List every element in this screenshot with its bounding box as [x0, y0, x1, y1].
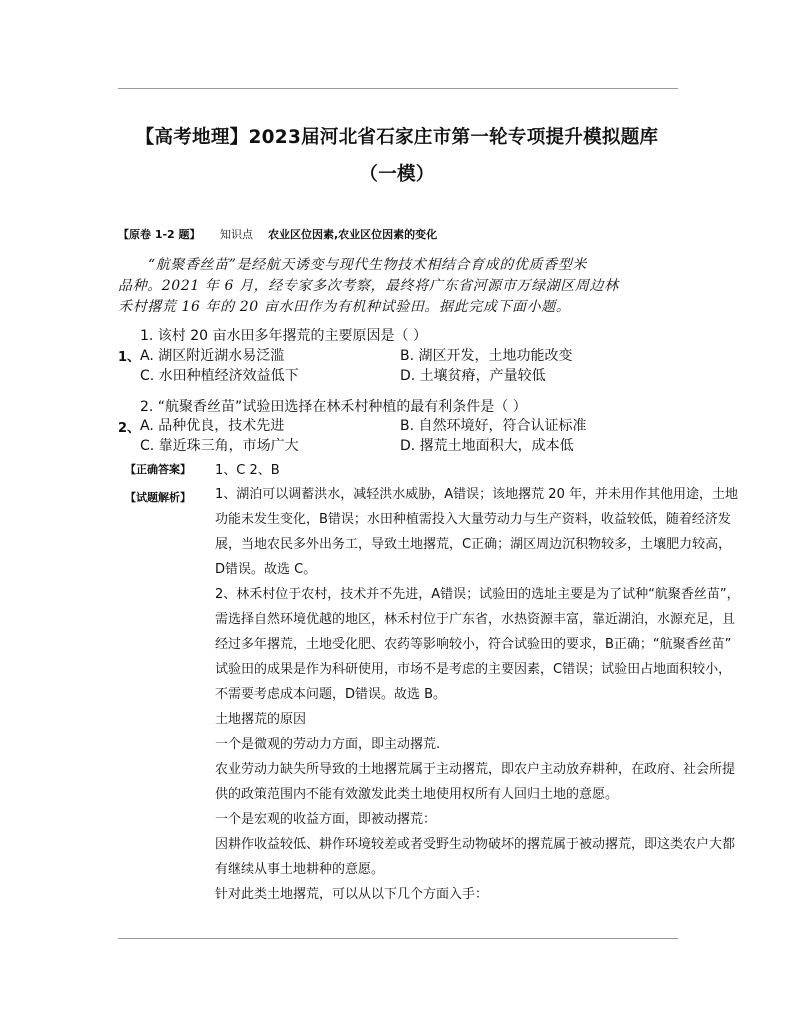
analysis-line: 一个是宏观的收益方面，即被动撂荒：: [215, 812, 437, 827]
question-2-option-d: D. 撂荒土地面积大，成本低: [400, 438, 574, 454]
knowledge-point-text: 农业区位因素,农业区位因素的变化: [268, 228, 438, 241]
answer-label: 【正确答案】: [125, 463, 191, 476]
analysis-label: 【试题解析】: [125, 491, 191, 504]
question-2-option-a: A. 品种优良，技术先进: [140, 418, 285, 434]
analysis-text: [215, 482, 765, 907]
question-1-option-c: C. 水田种植经济效益低下: [140, 368, 299, 384]
passage-line-1: “航聚香丝苗”是经航天诱变与现代生物技术相结合育成的优质香型米: [148, 257, 587, 273]
passage-line-2: 品种。2021 年 6 月，经专家多次考察，最终将广东省河源市万绿湖区周边林: [118, 278, 619, 294]
question-1-stem: 1. 该村 20 亩水田多年撂荒的主要原因是（ ）: [140, 328, 427, 344]
analysis-line: 一个是微观的劳动力方面，即主动撂荒.: [215, 737, 441, 752]
document-subtitle: （一模）: [359, 164, 435, 185]
document-title: 【高考地理】2023届河北省石家庄市第一轮专项提升模拟题库: [135, 127, 659, 148]
analysis-line: 需选择自然环境优越的地区，林禾村位于广东省，水热资源丰富，靠近湖泊，水源充足，且: [215, 612, 736, 627]
question-1-option-b: B. 湖区开发，土地功能改变: [400, 348, 573, 364]
question-1-option-a: A. 湖区附近湖水易泛滥: [140, 348, 285, 364]
question-1-option-d: D. 土壤贫瘠，产量较低: [400, 368, 546, 384]
question-source-tag: 【原卷 1-2 题】: [118, 228, 201, 241]
answer-value: 1、C 2、B: [215, 463, 280, 478]
analysis-line: 因耕作收益较低、耕作环境较差或者受野生动物破坏的撂荒属于被动撂荒，即这类农户大都: [215, 837, 736, 852]
analysis-line: 试验田的成果是作为科研使用，市场不是考虑的主要因素，C错误；试验田占地面积较小，: [215, 662, 732, 677]
analysis-line: 针对此类土地撂荒，可以从以下几个方面入手：: [215, 887, 489, 902]
analysis-line: 1、湖泊可以调蓄洪水，减轻洪水威胁，A错误；该地撂荒 20 年，并未用作其他用途，土地: [215, 487, 738, 502]
bottom-divider: [118, 938, 678, 939]
top-divider: [118, 88, 678, 89]
analysis-line: 经过多年撂荒，土地受化肥、农药等影响较小，符合试验田的要求，B正确；“航聚香丝苗”: [215, 637, 732, 652]
question-1-number: 1、: [118, 350, 141, 365]
analysis-line: 展，当地农民多外出务工，导致土地撂荒，C正确；湖区周边沉积物较多，土壤肥力较高，: [215, 537, 732, 552]
knowledge-point-label: 知识点: [220, 228, 253, 241]
analysis-line: 功能未发生变化，B错误；水田种植需投入大量劳动力与生产资料，收益较低，随着经济发: [215, 512, 731, 527]
question-2-stem: 2. “航聚香丝苗”试验田选择在林禾村种植的最有利条件是（ ）: [140, 399, 527, 415]
question-2-option-c: C. 靠近珠三角，市场广大: [140, 438, 299, 454]
analysis-line: 有继续从事土地耕种的意愿。: [215, 862, 385, 877]
question-2-number: 2、: [118, 421, 141, 436]
analysis-line: 不需要考虑成本问题，D错误。故选 B。: [215, 687, 447, 702]
analysis-line: 2、林禾村位于农村，技术并不先进，A错误；试验田的选址主要是为了试种“航聚香丝苗”，: [215, 587, 740, 602]
analysis-line: 农业劳动力缺失所导致的土地撂荒属于主动撂荒，即农户主动放弃耕种，在政府、社会所提: [215, 762, 736, 777]
question-2-option-b: B. 自然环境好，符合认证标准: [400, 418, 587, 434]
analysis-line: D错误。故选 C。: [215, 562, 317, 577]
analysis-line: 供的政策范围内不能有效激发此类土地使用权所有人回归土地的意愿。: [215, 787, 619, 802]
analysis-line: 土地撂荒的原因: [215, 712, 307, 727]
passage-line-3: 禾村撂荒 16 年的 20 亩水田作为有机种试验田。据此完成下面小题。: [118, 299, 571, 315]
